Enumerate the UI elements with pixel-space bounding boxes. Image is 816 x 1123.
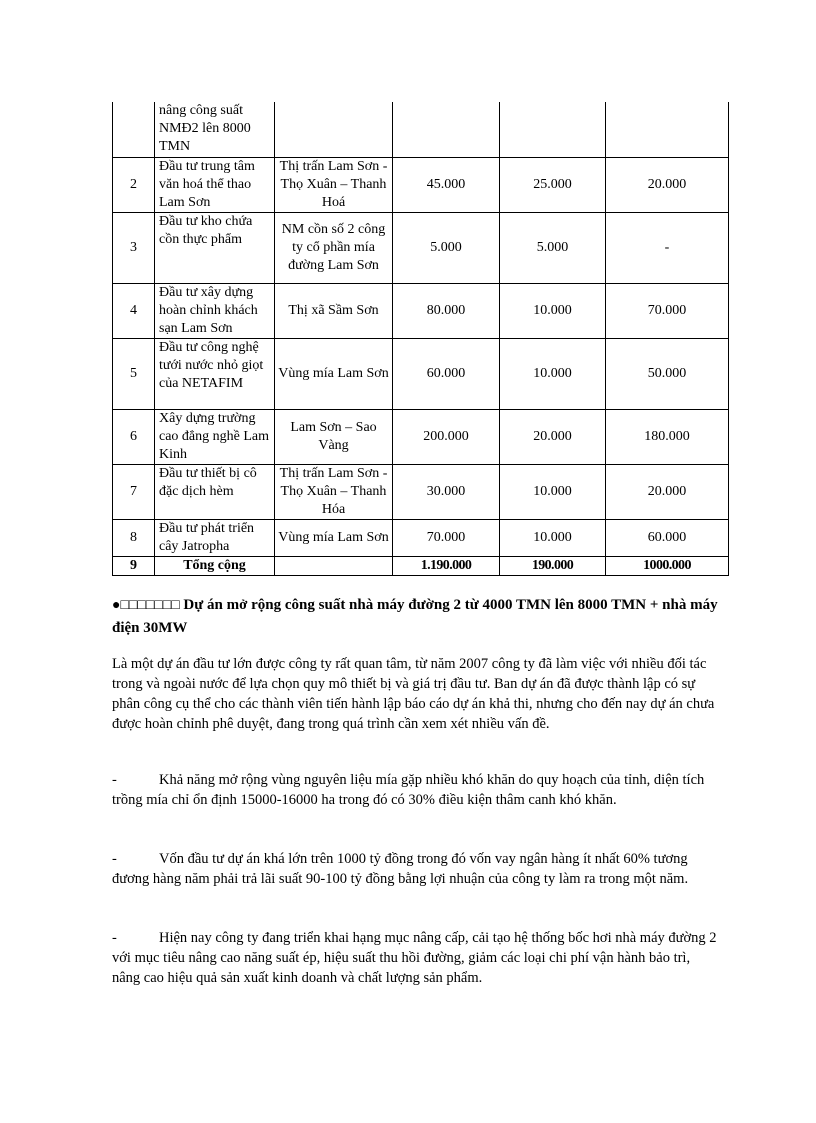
- capital-phase-2: 20.000: [606, 157, 729, 212]
- row-number: 2: [113, 157, 155, 212]
- dash-marker: -: [112, 772, 117, 788]
- project-name: Đầu tư phát triển cây Jatropha: [155, 519, 275, 556]
- table-row: [113, 157, 729, 212]
- heading-bullet: ●□□□□□□□: [112, 598, 180, 613]
- table-row: [113, 212, 729, 283]
- table-row: [113, 464, 729, 519]
- project-location: Thị trấn Lam Sơn - Thọ Xuân – Thanh Hoá: [275, 157, 393, 212]
- total-capital: 70.000: [393, 519, 500, 556]
- capital-phase-1: 10.000: [500, 464, 606, 519]
- capital-phase-1: 20.000: [500, 409, 606, 464]
- grand-total: 1.190.000: [393, 556, 500, 575]
- list-item-text: Vốn đầu tư dự án khá lớn trên 1000 tỷ đồng trong đó vốn vay ngân hàng ít nhất 60% tương đương hàng năm phải trả lãi suất 90-100 tỷ đồng bằng lợi nhuận của công ty làm ra trong một năm.: [112, 851, 689, 887]
- capital-phase-2: 20.000: [606, 464, 729, 519]
- capital-phase-1: 25.000: [500, 157, 606, 212]
- list-item: [112, 770, 718, 810]
- project-location: Lam Sơn – Sao Vàng: [275, 409, 393, 464]
- table-row: [113, 283, 729, 338]
- capital-phase-2: -: [606, 212, 729, 283]
- total-capital: 5.000: [393, 212, 500, 283]
- investment-projects-table: [112, 102, 729, 576]
- project-name: Đầu tư công nghệ tưới nước nhỏ giọt của NETAFIM: [155, 338, 275, 409]
- capital-phase-2: 180.000: [606, 409, 729, 464]
- capital-phase-2: [606, 102, 729, 157]
- intro-paragraph: Là một dự án đầu tư lớn được công ty rất quan tâm, từ năm 2007 công ty đã làm việc với nhiều đối tác trong và ngoài nước để lựa chọn quy mô thiết bị và giá trị đầu tư. Ban dự án đã được thành lập có sự phân công cụ thể cho các thành viên tiến hành lập báo cáo dự án khả thi, nhưng cho đến nay dự án chưa được hoàn chỉnh phê duyệt, đang trong quá trình cần xem xét nhiều vấn đề.: [112, 656, 715, 732]
- project-location: NM cồn số 2 công ty cổ phần mía đường Lam Sơn: [275, 212, 393, 283]
- project-location: Thị xã Sầm Sơn: [275, 283, 393, 338]
- row-number: [113, 102, 155, 157]
- project-name: Đầu tư thiết bị cô đặc dịch hèm: [155, 464, 275, 519]
- project-name: nâng công suất NMĐ2 lên 8000 TMN: [155, 102, 275, 157]
- project-location: Vùng mía Lam Sơn: [275, 338, 393, 409]
- heading-text: Dự án mở rộng công suất nhà máy đường 2 từ 4000 TMN lên 8000 TMN + nhà máy điện 30MW: [112, 597, 718, 636]
- total-row: [113, 556, 729, 575]
- project-location: Vùng mía Lam Sơn: [275, 519, 393, 556]
- capital-phase-2: 50.000: [606, 338, 729, 409]
- row-number: 4: [113, 283, 155, 338]
- project-name: Đầu tư trung tâm văn hoá thể thao Lam Sơn: [155, 157, 275, 212]
- table-row: [113, 102, 729, 157]
- project-location: Thị trấn Lam Sơn - Thọ Xuân – Thanh Hóa: [275, 464, 393, 519]
- capital-phase-1: 5.000: [500, 212, 606, 283]
- list-item: [112, 849, 718, 889]
- project-name: Đầu tư kho chứa cồn thực phẩm: [155, 212, 275, 283]
- row-number: 5: [113, 338, 155, 409]
- project-location: [275, 102, 393, 157]
- total-capital: [393, 102, 500, 157]
- capital-phase-1: 10.000: [500, 519, 606, 556]
- total-capital: 80.000: [393, 283, 500, 338]
- dash-marker: -: [112, 851, 117, 867]
- row-number: 8: [113, 519, 155, 556]
- table-row: [113, 409, 729, 464]
- project-name: Xây dựng trường cao đẳng nghề Lam Kinh: [155, 409, 275, 464]
- total-capital: 30.000: [393, 464, 500, 519]
- row-number: 7: [113, 464, 155, 519]
- total-label: Tổng cộng: [155, 556, 275, 575]
- capital-phase-2: 70.000: [606, 283, 729, 338]
- total-capital: 45.000: [393, 157, 500, 212]
- capital-phase-1: [500, 102, 606, 157]
- total-location: [275, 556, 393, 575]
- row-number: 3: [113, 212, 155, 283]
- list-item-text: Khả năng mở rộng vùng nguyên liệu mía gặp nhiều khó khăn do quy hoạch của tỉnh, diện tích trồng mía chỉ ổn định 15000-16000 ha trong đó có 30% điều kiện thâm canh khó khăn.: [112, 772, 705, 808]
- capital-phase-1: 10.000: [500, 338, 606, 409]
- total-capital: 60.000: [393, 338, 500, 409]
- section-heading: [112, 594, 724, 639]
- table-row: [113, 338, 729, 409]
- grand-total-phase-1: 190.000: [500, 556, 606, 575]
- grand-total-phase-2: 1000.000: [606, 556, 729, 575]
- capital-phase-2: 60.000: [606, 519, 729, 556]
- row-number: 9: [113, 556, 155, 575]
- capital-phase-1: 10.000: [500, 283, 606, 338]
- total-capital: 200.000: [393, 409, 500, 464]
- list-item: [112, 928, 718, 988]
- project-name: Đầu tư xây dựng hoàn chỉnh khách sạn Lam Sơn: [155, 283, 275, 338]
- table-row: [113, 519, 729, 556]
- dash-marker: -: [112, 930, 117, 946]
- row-number: 6: [113, 409, 155, 464]
- list-item-text: Hiện nay công ty đang triển khai hạng mục nâng cấp, cải tạo hệ thống bốc hơi nhà máy đường 2 với mục tiêu nâng cao năng suất ép, hiệu suất thu hồi đường, giảm các loại chi phí vận hành bảo trì, nâng cao hiệu quả sản xuất kinh doanh và chất lượng sản phẩm.: [112, 930, 717, 986]
